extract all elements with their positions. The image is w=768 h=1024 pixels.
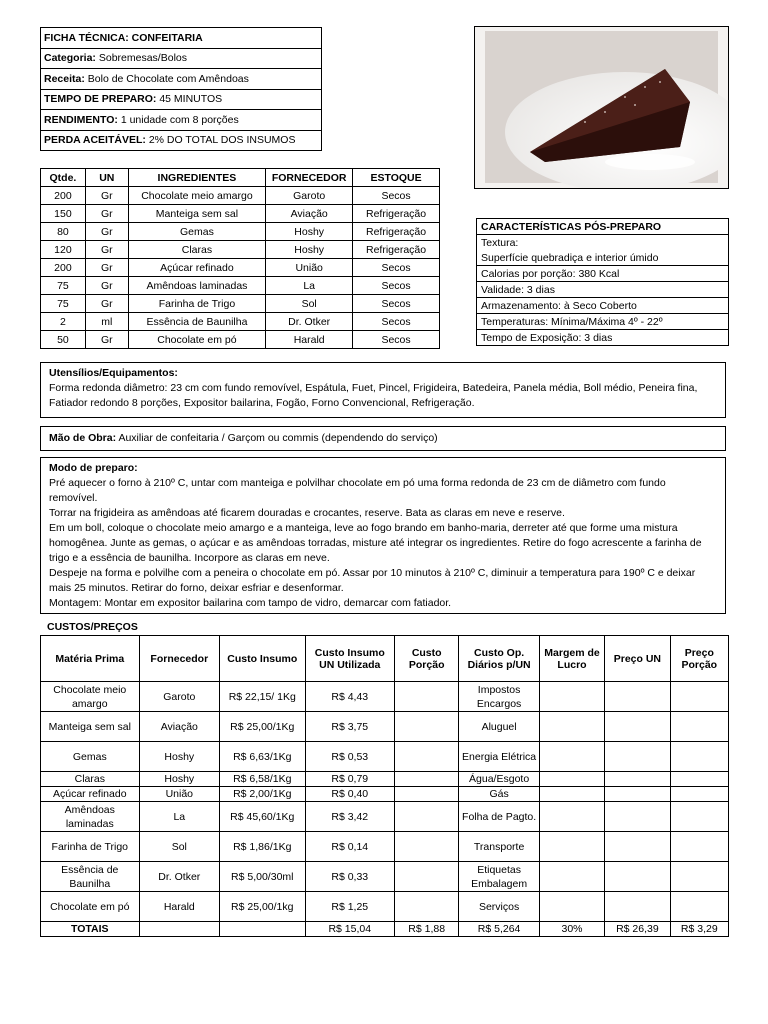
costs-header-row: Matéria Prima Fornecedor Custo Insumo Custo Insumo UN Utilizada Custo Porção Custo Op. Diários p/UN Margem de Lucro Preço UN Preço Porção [41, 636, 729, 682]
cost-row: Chocolate em pó Harald R$ 25,00/1kg R$ 1,25 Serviços [41, 892, 729, 922]
ingredients-header-row [41, 169, 440, 187]
cost-row: Amêndoas laminadas La R$ 45,60/1Kg R$ 3,42 Folha de Pagto. [41, 802, 729, 832]
receita-row: Receita: Bolo de Chocolate com Amêndoas [41, 69, 322, 90]
cost-row: Essência de Baunilha Dr. Otker R$ 5,00/30ml R$ 0,33 Etiquetas Embalagem [41, 862, 729, 892]
ingredient-row: 75 Gr Amêndoas laminadas La Secos [41, 277, 440, 295]
cake-photo [474, 26, 729, 189]
col-un: UN [85, 169, 128, 187]
characteristics-table [476, 218, 729, 346]
tempo-row: TEMPO DE PREPARO: 45 MINUTOS [41, 89, 322, 110]
costs-table [40, 635, 729, 937]
preparation-title: Modo de preparo: [49, 462, 138, 474]
labor-box [40, 426, 726, 451]
validade-row: Validade: 3 dias [477, 282, 729, 298]
ingredients-table [40, 168, 440, 349]
utensils-box [40, 362, 726, 418]
col-ingredientes: INGREDIENTES [128, 169, 266, 187]
preparation-paragraph: Despeje na forma e polvilhe com a peneira o chocolate em pó. Assar por 10 minutos à 210º C, diminuir a temperatura para 190º C e deixar mais 25 minutos. Retirar do forno, deixar esfriar e desenformar. [49, 567, 696, 594]
ingredient-row: 50 Gr Chocolate em pó Harald Secos [41, 331, 440, 349]
ingredient-row: 200 Gr Chocolate meio amargo Garoto Secos [41, 187, 440, 205]
ingredient-row: 150 Gr Manteiga sem sal Aviação Refrigeração [41, 205, 440, 223]
preparation-paragraph: Em um boll, coloque o chocolate meio amargo e a manteiga, leve ao fogo brando em banho-maria, derreter até que forme uma mistura homogênea. Junte as gemas, o açúcar e as amêndoas torradas, misture até integrar os ingredientes. Retire do fogo acrescente a farinha de trigo e a essência de baunilha. Incorpore as claras em neve. [49, 522, 702, 564]
preparation-paragraph: Pré aquecer o forno à 210º C, untar com manteiga e polvilhar chocolate em pó uma forma redonda de 23 cm de diâmetro com fundo removível. [49, 477, 666, 504]
temperaturas-row: Temperaturas: Mínima/Máxima 4º - 22º [477, 314, 729, 330]
preparation-box [40, 457, 726, 614]
cost-row: Açúcar refinado União R$ 2,00/1Kg R$ 0,40 Gás [41, 787, 729, 802]
textura-value: Superfície quebradiça e interior úmido [477, 250, 729, 266]
textura-label: Textura: [477, 235, 729, 251]
recipe-header-table [40, 27, 322, 151]
perda-row: PERDA ACEITÁVEL: 2% DO TOTAL DOS INSUMOS [41, 130, 322, 151]
ingredient-row: 200 Gr Açúcar refinado União Secos [41, 259, 440, 277]
calorias-row: Calorias por porção: 380 Kcal [477, 266, 729, 282]
col-qtde: Qtde. [41, 169, 86, 187]
categoria-row: Categoria: Sobremesas/Bolos [41, 48, 322, 69]
totals-row: TOTAIS R$ 15,04 R$ 1,88 R$ 5,264 30% R$ 26,39 R$ 3,29 [41, 922, 729, 937]
ingredient-row: 80 Gr Gemas Hoshy Refrigeração [41, 223, 440, 241]
utensils-title: Utensílios/Equipamentos: [49, 367, 178, 379]
labor-label: Mão de Obra: [49, 432, 117, 444]
col-fornecedor: FORNECEDOR [266, 169, 353, 187]
costs-title: CUSTOS/PREÇOS [47, 621, 138, 633]
exposicao-row: Tempo de Exposição: 3 dias [477, 330, 729, 346]
cost-row: Chocolate meio amargo Garoto R$ 22,15/ 1Kg R$ 4,43 Impostos Encargos [41, 682, 729, 712]
cost-row: Gemas Hoshy R$ 6,63/1Kg R$ 0,53 Energia Elétrica [41, 742, 729, 772]
preparation-paragraph: Montagem: Montar em expositor bailarina com tampo de vidro, demarcar com fatiador. [49, 597, 452, 609]
preparation-paragraph: Torrar na frigideira as amêndoas até ficarem douradas e crocantes, reserve. Bata as claras em neve e reserve. [49, 507, 565, 519]
cost-row: Farinha de Trigo Sol R$ 1,86/1Kg R$ 0,14 Transporte [41, 832, 729, 862]
armazenamento-row: Armazenamento: à Seco Coberto [477, 298, 729, 314]
ingredient-row: 2 ml Essência de Baunilha Dr. Otker Secos [41, 313, 440, 331]
utensils-text: Forma redonda diâmetro: 23 cm com fundo removível, Espátula, Fuet, Pincel, Frigideira, Batedeira, Panela média, Boll médio, Peneira fina, Fatiador redondo 8 porções, Expositor bailarina, Fogão, Forno Convencional, Refrigeração. [49, 382, 698, 409]
rendimento-row: RENDIMENTO: 1 unidade com 8 porções [41, 110, 322, 131]
ficha-title: FICHA TÉCNICA: CONFEITARIA [41, 28, 322, 49]
ingredient-row: 120 Gr Claras Hoshy Refrigeração [41, 241, 440, 259]
ingredient-row: 75 Gr Farinha de Trigo Sol Secos [41, 295, 440, 313]
col-estoque: ESTOQUE [353, 169, 440, 187]
cost-row: Claras Hoshy R$ 6,58/1Kg R$ 0,79 Água/Esgoto [41, 772, 729, 787]
labor-text: Auxiliar de confeitaria / Garçom ou commis (dependendo do serviço) [118, 432, 438, 444]
cost-row: Manteiga sem sal Aviação R$ 25,00/1Kg R$ 3,75 Aluguel [41, 712, 729, 742]
characteristics-title: CARACTERÍSTICAS PÓS-PREPARO [477, 219, 729, 235]
